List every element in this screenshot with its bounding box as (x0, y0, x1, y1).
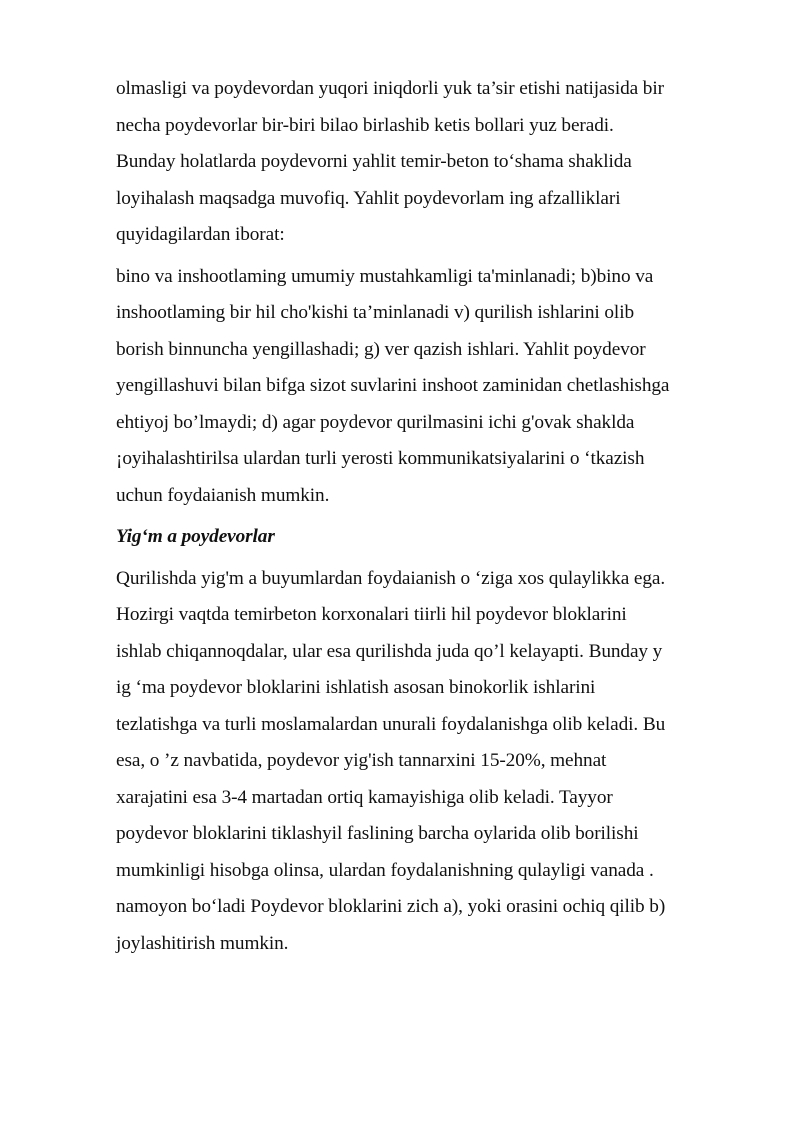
text-line: necha poydevorlar bir-biri bilao birlashib ketis bollari yuz beradi. (116, 114, 614, 136)
text-line: esa, o ’z navbatida, poydevor yig'ish tannarxini 15-20%, mehnat (116, 750, 607, 771)
paragraph-monolithic-foundations-intro (116, 71, 746, 254)
paragraph-monolithic-foundations-advantages (116, 259, 746, 515)
text-line: ishlab chiqannoqdalar, ular esa qurilishda juda qo’l kelayapti. Bunday y (116, 640, 663, 662)
text-line: ig ‘ma poydevor bloklarini ishlatish asosan binokorlik ishlarini (116, 677, 596, 698)
document-page (116, 71, 746, 962)
text-line: bino va inshootlaming umumiy mustahkamligi ta'minlanadi; b)bino va (116, 265, 654, 287)
text-line: ehtiyoj bo’lmaydi; d) agar poydevor qurilmasini ichi g'ovak shaklda (116, 411, 635, 433)
text-line: xarajatini esa 3-4 martadan ortiq kamayishiga olib keladi. Tayyor (116, 786, 613, 808)
text-line: namoyon bo‘ladi Poydevor bloklarini zich a), yoki orasini ochiq qilib b) (116, 896, 666, 917)
text-line: ¡oyihalashtirilsa ulardan turli yerosti kommunikatsiyalarini o ‘tkazish (116, 448, 645, 469)
text-line: borish binnuncha yengillashadi; g) ver qazish ishlari. Yahlit poydevor (116, 338, 646, 360)
text-line: Qurilishda yig'm a buyumlardan foydaianish o ‘ziga xos qulaylikka ega. (116, 567, 666, 589)
text-line: Bunday holatlarda poydevorni yahlit temir-beton to‘shama shaklida (116, 151, 632, 172)
text-line: uchun foydaianish mumkin. (116, 484, 330, 506)
paragraph-prefabricated-foundations (116, 561, 746, 963)
text-line: Hozirgi vaqtda temirbeton korxonalari tiirli hil poydevor bloklarini (116, 604, 627, 625)
text-line: inshootlaming bir hil cho'kishi ta’minlanadi v) qurilish ishlarini olib (116, 302, 634, 323)
section-heading-text: Yig‘m a poydevorlar (116, 526, 275, 547)
text-line: tezlatishga va turli moslamalardan unurali foydalanishga olib keladi. Bu (116, 713, 666, 735)
text-line: joylashitirish mumkin. (116, 932, 289, 954)
section-heading (116, 519, 746, 556)
text-line: loyihalash maqsadga muvofiq. Yahlit poydevorlam ing afzalliklari (116, 187, 621, 209)
text-line: poydevor bloklarini tiklashyil faslining barcha oylarida olib borilishi (116, 823, 639, 844)
text-line: olmasligi va poydevordan yuqori iniqdorli yuk ta’sir etishi natijasida bir (116, 78, 664, 99)
text-line: yengillashuvi bilan bifga sizot suvlarini inshoot zaminidan chetlashishga (116, 375, 670, 396)
text-line: quyidagilardan iborat: (116, 224, 285, 245)
text-line: mumkinligi hisobga olinsa, ulardan foydalanishning qulayligi vanada . (116, 859, 654, 881)
